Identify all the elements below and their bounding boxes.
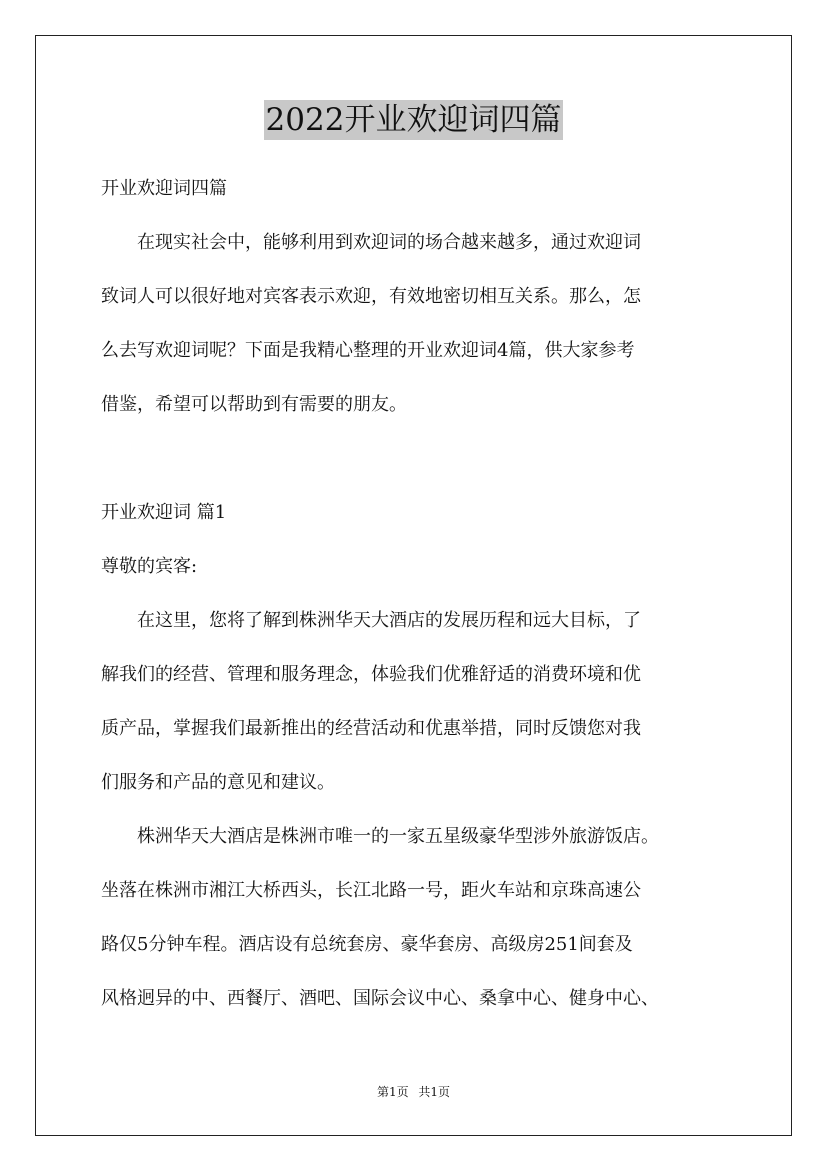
text-line: 在现实社会中，能够利用到欢迎词的场合越来越多，通过欢迎词 [101,232,641,253]
text-line: 株洲华天大酒店是株洲市唯一的一家五星级豪华型涉外旅游饭店。 [101,826,659,847]
title-container [0,100,827,140]
text-line: 风格迥异的中、西餐厅、酒吧、国际会议中心、桑拿中心、健身中心、 [101,988,659,1009]
text-line: 么去写欢迎词呢？下面是我精心整理的开业欢迎词4篇，供大家参考 [101,340,635,361]
text-line: 解我们的经营、管理和服务理念，体验我们优雅舒适的消费环境和优 [101,664,641,685]
page-total: 共1页 [418,1085,451,1099]
text-line: 在这里，您将了解到株洲华天大酒店的发展历程和远大目标，了 [101,610,641,631]
text-line: 坐落在株洲市湘江大桥西头，长江北路一号，距火车站和京珠高速公 [101,880,641,901]
text-line: 开业欢迎词四篇 [101,178,227,199]
text-line: 借鉴，希望可以帮助到有需要的朋友。 [101,394,407,415]
text-line: 致词人可以很好地对宾客表示欢迎，有效地密切相互关系。那么，怎 [101,286,641,307]
page-footer [0,1083,827,1101]
text-line: 路仅5分钟车程。酒店设有总统套房、豪华套房、高级房251间套及 [101,934,633,955]
text-line: 们服务和产品的意见和建议。 [101,772,335,793]
text-line: 开业欢迎词 篇1 [101,502,227,523]
document-title: 2022开业欢迎词四篇 [265,102,562,138]
page-number: 第1页 [376,1085,409,1099]
text-line: 质产品，掌握我们最新推出的经营活动和优惠举措，同时反馈您对我 [101,718,641,739]
text-line: 尊敬的宾客: [101,556,198,577]
